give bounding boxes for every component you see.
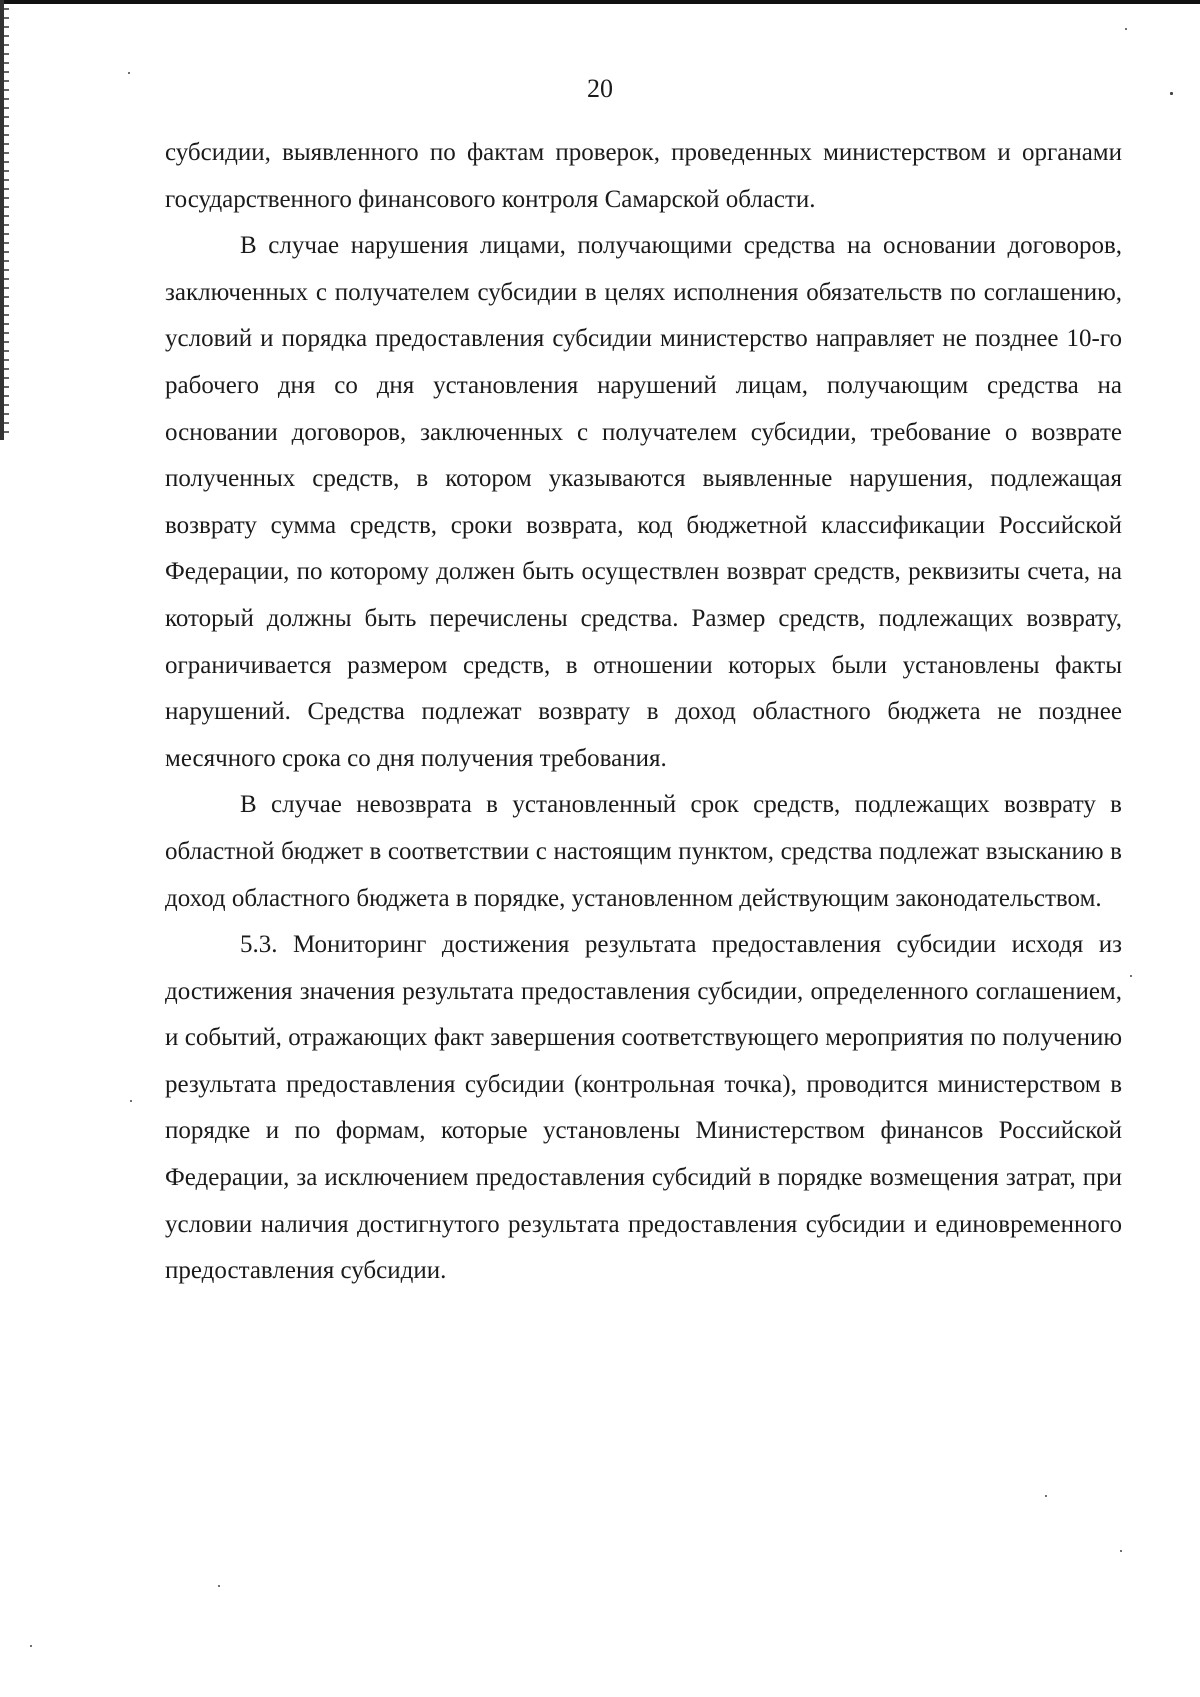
scan-speck bbox=[218, 1585, 220, 1587]
scan-speck bbox=[30, 1645, 32, 1647]
scan-speck bbox=[1045, 1495, 1047, 1497]
scan-speck bbox=[1120, 1550, 1122, 1552]
document-body bbox=[165, 130, 1122, 1295]
scan-speck bbox=[1125, 28, 1127, 30]
paragraph-continuation: субсидии, выявленного по фактам проверок, проведенных министерством и органами государственного финансового контроля Самарской области. bbox=[165, 139, 1122, 213]
page-number: 20 bbox=[587, 74, 613, 103]
paragraph-non-return: В случае невозврата в установленный срок средств, подлежащих возврату в областной бюджет в соответствии с настоящим пунктом, средства подлежат взысканию в доход областного бюджета в порядке, установленном действующим законодательством. bbox=[165, 791, 1122, 912]
scan-top-border bbox=[0, 0, 1200, 4]
paragraph-monitoring-5-3: 5.3. Мониторинг достижения результата предоставления субсидии исходя из достижения значения результата предоставления субсидии, определенного соглашением, и событий, отражающих факт завершения соответствующего мероприятия по получению результата предоставления субсидии (контрольная точка), проводится министерством в порядке и по формам, которые установлены Министерством финансов Российской Федерации, за исключением предоставления субсидий в порядке возмещения затрат, при условии наличия достигнутого результата предоставления субсидии и единовременного предоставления субсидии. bbox=[165, 931, 1122, 1285]
paragraph-violation-notice: В случае нарушения лицами, получающими средства на основании договоров, заключенных с получателем субсидии в целях исполнения обязательств по соглашению, условий и порядка предоставления субсидии министерство направляет не позднее 10-го рабочего дня со дня установления нарушений лицам, получающим средства на основании договоров, заключенных с получателем субсидии, требование о возврате полученных средств, в котором указываются выявленные нарушения, подлежащая возврату сумма средств, сроки возврата, код бюджетной классификации Российской Федерации, по которому должен быть осуществлен возврат средств, реквизиты счета, на который должны быть перечислены средства. Размер средств, подлежащих возврату, ограничивается размером средств, в отношении которых были установлены факты нарушений. Средства подлежат возврату в доход областного бюджета не позднее месячного срока со дня получения требования. bbox=[165, 232, 1122, 772]
scan-speck bbox=[130, 1100, 132, 1102]
scan-speck bbox=[1170, 92, 1173, 95]
scan-speck bbox=[128, 72, 130, 74]
scan-speck bbox=[1130, 975, 1132, 977]
